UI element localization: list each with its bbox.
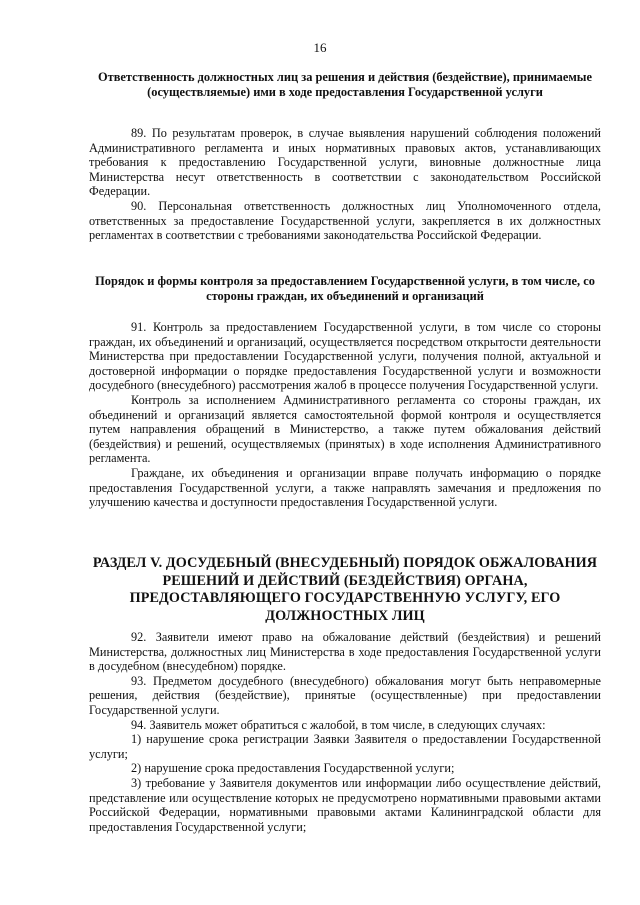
paragraph-94-item-2: 2) нарушение срока предоставления Государственной услуги; — [131, 761, 455, 776]
paragraph-92: 92. Заявители имеют право на обжалование действий (бездействия) и решений Министерства, должностных лиц Министерства в ходе предоставления Государственной услуги в досудебном (внесудебном) порядке. — [89, 630, 601, 674]
section-paragraphs-92-94 — [89, 630, 601, 834]
heading-section-v: РАЗДЕЛ V. ДОСУДЕБНЫЙ (ВНЕСУДЕБНЫЙ) ПОРЯДОК ОБЖАЛОВАНИЯ РЕШЕНИЙ И ДЕЙСТВИЙ (БЕЗДЕЙСТВИЯ) ОРГАНА, ПРЕДОСТАВЛЯЮЩЕГО ГОСУДАРСТВЕННУЮ УСЛУГУ, ЕГО ДОЛЖНОСТНЫХ ЛИЦ — [92, 555, 598, 624]
paragraph-94-item-1: 1) нарушение срока регистрации Заявки Заявителя о предоставлении Государственной услуги; — [89, 732, 601, 761]
paragraph-89: 89. По результатам проверок, в случае выявления нарушений соблюдения положений Административного регламента и иных нормативных правовых актов, устанавливающих требования к предоставлению Государственной услуги, виновные должностные лица Министерства несут ответственность в соответствии с законодательством Российской Федерации. — [89, 126, 601, 199]
paragraph-91: 91. Контроль за предоставлением Государственной услуги, в том числе со стороны граждан, их объединений и организаций, осуществляется посредством открытости деятельности Министерства при предоставлении Государственной услуги, получения полной, актуальной и достоверной информации о порядке предоставления Государственной услуги и возможности досудебного (внесудебного) рассмотрения жалоб в процессе получения Государственной услуги. — [89, 320, 601, 393]
paragraph-91-citizens: Граждане, их объединения и организации вправе получать информацию о порядке предоставления Государственной услуги, а также направлять замечания и предложения по улучшению качества и доступности предоставления Государственной услуги. — [89, 465, 601, 510]
page-number: 16 — [313, 40, 327, 55]
paragraph-94: 94. Заявитель может обратиться с жалобой, в том числе, в следующих случаях: — [131, 717, 546, 732]
heading-responsibility: Ответственность должностных лиц за решения и действия (бездействие), принимаемые (осуществляемые) ими в ходе предоставления Государственной услуги — [98, 70, 592, 99]
section-paragraphs-91 — [89, 320, 601, 510]
paragraph-94-item-3: 3) требование у Заявителя документов или информации либо осуществление действий, представление или осуществление которых не предусмотрено нормативными правовыми актами Российской Федерации, нормативными правовыми актами Калининградской области для предоставления Государственной услуги; — [89, 775, 601, 834]
paragraph-91-control: Контроль за исполнением Административного регламента со стороны граждан, их объединений и организаций является самостоятельной формой контроля и осуществляется путем направления обращений в Министерство, а также путем обжалования действий (бездействия) и решений, осуществляемых (принятых) в ходе исполнения Административного регламента. — [89, 392, 601, 466]
paragraph-90: 90. Персональная ответственность должностных лиц Уполномоченного отдела, ответственных за предоставление Государственной услуги, закрепляется в их должностных регламентах в соответствии с требованиями законодательства Российской Федерации. — [89, 198, 601, 243]
paragraph-93: 93. Предметом досудебного (внесудебного) обжалования могут быть неправомерные решения, действия (бездействие), принятые (осуществленные) при предоставлении Государственной услуги. — [89, 673, 601, 717]
section-responsibility — [89, 70, 601, 100]
section-control — [89, 274, 601, 304]
section-paragraphs-89-90 — [89, 126, 601, 243]
heading-control: Порядок и формы контроля за предоставлением Государственной услуги, в том числе, со стороны граждан, их объединений и организаций — [95, 274, 595, 303]
section-v-heading — [89, 555, 601, 625]
